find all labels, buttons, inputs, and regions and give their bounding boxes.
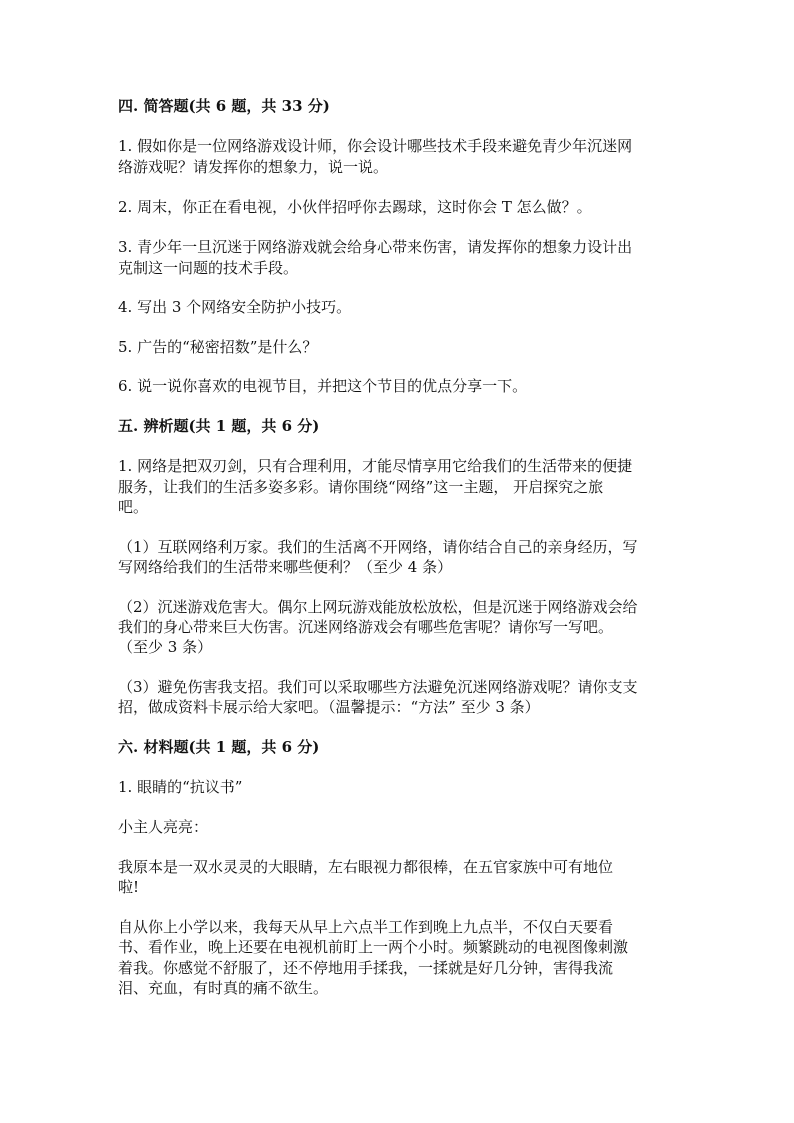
question-text: 1. 网络是把双刃剑，只有合理利用，才能尽情享用它给我们的生活带来的便捷: [118, 457, 633, 475]
section-heading-short-answer: 四. 简答题(共 6 题，共 33 分): [118, 97, 330, 115]
material-paragraph: 我原本是一双水灵灵的大眼睛，左右眼视力都很棒，在五官家族中可有地位: [118, 858, 614, 876]
material-paragraph: 泪、充血，有时真的痛不欲生。: [118, 979, 329, 997]
question-text: 3. 青少年一旦沉迷于网络游戏就会给身心带来伤害，请发挥你的想象力设计出: [118, 238, 633, 256]
sub-question-text: 招，做成资料卡展示给大家吧。（温馨提示：“方法” 至少 3 条）: [118, 698, 540, 716]
question-text: 吧。: [118, 498, 149, 516]
material-paragraph: 书、看作业，晚上还要在电视机前盯上一两个小时。频繁跳动的电视图像刺激: [118, 938, 629, 956]
sub-question-text: （2）沉迷游戏危害大。偶尔上网玩游戏能放松放松，但是沉迷于网络游戏会给: [118, 598, 638, 616]
material-paragraph: 啦!: [118, 878, 140, 896]
section-heading-analysis: 五. 辨析题(共 1 题，共 6 分): [118, 417, 320, 435]
material-paragraph: 小主人亮亮：: [118, 818, 209, 836]
question-text: 2. 周末，你正在看电视，小伙伴招呼你去踢球，这时你会 T 怎么做？。: [118, 198, 592, 216]
sub-question-text: （至少 3 条）: [118, 638, 213, 656]
question-text: 1. 眼睛的“抗议书”: [118, 778, 243, 796]
sub-question-text: 写网络给我们的生活带来哪些便利？（至少 4 条）: [118, 558, 453, 576]
material-paragraph: 自从你上小学以来，我每天从早上六点半工作到晚上九点半，不仅白天要看: [118, 918, 614, 936]
sub-question-text: （3）避免伤害我支招。我们可以采取哪些方法避免沉迷网络游戏呢？请你支支: [118, 678, 638, 696]
question-text: 5. 广告的“秘密招数”是什么？: [118, 338, 318, 356]
question-text: 络游戏呢？请发挥你的想象力，说一说。: [118, 158, 389, 176]
question-text: 克制这一问题的技术手段。: [118, 259, 299, 277]
question-text: 4. 写出 3 个网络安全防护小技巧。: [118, 298, 352, 316]
sub-question-text: （1）互联网络利万家。我们的生活离不开网络，请你结合自己的亲身经历，写: [118, 538, 638, 556]
question-text: 6. 说一说你喜欢的电视节目，并把这个节目的优点分享一下。: [118, 377, 528, 395]
sub-question-text: 我们的身心带来巨大伤害。沉迷网络游戏会有哪些危害呢？请你写一写吧。: [118, 618, 614, 636]
section-heading-material: 六. 材料题(共 1 题，共 6 分): [118, 738, 320, 756]
material-paragraph: 着我。你感觉不舒服了，还不停地用手揉我，一揉就是好几分钟，害得我流: [118, 959, 614, 977]
question-text: 服务，让我们的生活多姿多彩。请你围绕“网络”这一主题， 开启探究之旅: [118, 478, 604, 496]
question-text: 1. 假如你是一位网络游戏设计师，你会设计哪些技术手段来避免青少年沉迷网: [118, 137, 633, 155]
